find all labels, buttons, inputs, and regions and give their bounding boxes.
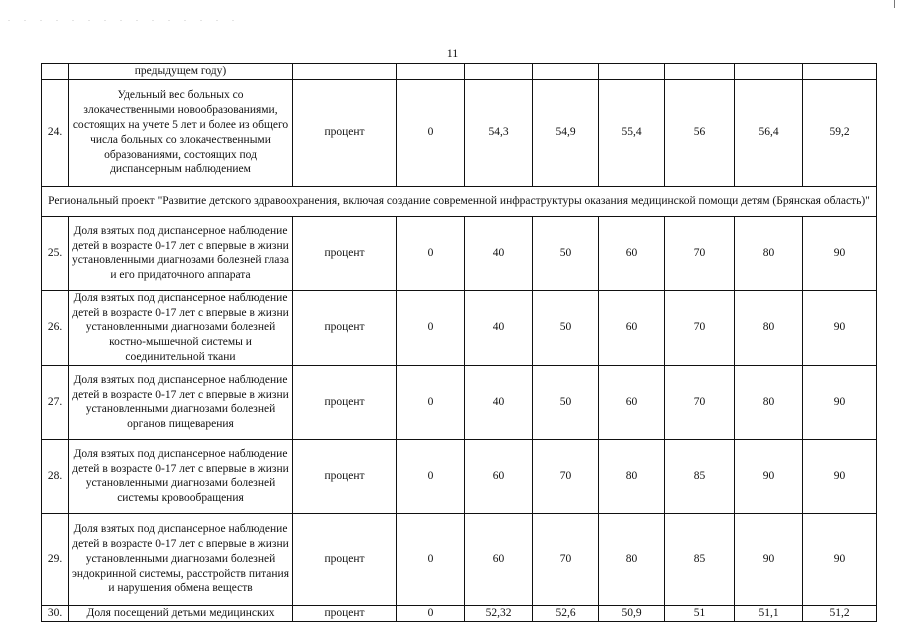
cell-num: 29.	[42, 513, 69, 605]
cell-value: 0	[397, 513, 465, 605]
cell-unit: процент	[293, 216, 397, 290]
cell-num: 25.	[42, 216, 69, 290]
cell-indicator-name: предыдущем году)	[69, 64, 293, 80]
cell-value: 90	[803, 439, 877, 513]
cell-value: 54,3	[465, 79, 533, 186]
cell-value: 51	[665, 605, 735, 621]
cell-value	[397, 64, 465, 80]
cell-value: 51,2	[803, 605, 877, 621]
cell-unit: процент	[293, 439, 397, 513]
scan-artifact: . . . . . . . . . . . . . . .	[8, 14, 240, 23]
cell-value	[735, 64, 803, 80]
cell-value: 52,32	[465, 605, 533, 621]
cell-value: 60	[465, 439, 533, 513]
table-row	[42, 79, 877, 186]
cell-value: 90	[803, 365, 877, 439]
cell-value	[665, 64, 735, 80]
cell-unit	[293, 64, 397, 80]
cell-value: 50,9	[599, 605, 665, 621]
cell-value: 52,6	[533, 605, 599, 621]
cell-value: 90	[803, 216, 877, 290]
cell-value: 51,1	[735, 605, 803, 621]
section-header-row	[42, 186, 877, 216]
table-row	[42, 439, 877, 513]
cell-value: 85	[665, 513, 735, 605]
cell-value: 59,2	[803, 79, 877, 186]
cell-indicator-name: Доля взятых под диспансерное наблюдение детей в возрасте 0-17 лет с впервые в жизни установленными диагнозами болезней эндокринной системы, расстройств питания и нарушения обмена веществ	[69, 513, 293, 605]
cell-value: 70	[665, 365, 735, 439]
cell-unit: процент	[293, 513, 397, 605]
cell-value: 56	[665, 79, 735, 186]
table-row	[42, 605, 877, 621]
cell-value: 50	[533, 290, 599, 365]
table-row	[42, 216, 877, 290]
cell-value: 40	[465, 365, 533, 439]
cell-num: 24.	[42, 79, 69, 186]
table-row	[42, 513, 877, 605]
cell-value: 80	[599, 439, 665, 513]
cell-value	[803, 64, 877, 80]
cell-value: 50	[533, 216, 599, 290]
cell-indicator-name: Доля посещений детьми медицинских	[69, 605, 293, 621]
cell-value	[599, 64, 665, 80]
cell-value: 55,4	[599, 79, 665, 186]
table-row	[42, 290, 877, 365]
cell-value: 40	[465, 290, 533, 365]
cell-value	[465, 64, 533, 80]
cell-unit: процент	[293, 79, 397, 186]
cell-unit: процент	[293, 365, 397, 439]
cell-value: 54,9	[533, 79, 599, 186]
cell-value: 56,4	[735, 79, 803, 186]
cell-indicator-name: Доля взятых под диспансерное наблюдение детей в возрасте 0-17 лет с впервые в жизни установленными диагнозами болезней органов пищеварения	[69, 365, 293, 439]
cell-value: 80	[735, 365, 803, 439]
cell-unit: процент	[293, 605, 397, 621]
cell-value: 80	[735, 290, 803, 365]
cell-value: 70	[533, 439, 599, 513]
cell-value: 0	[397, 290, 465, 365]
cell-num	[42, 64, 69, 80]
table-row	[42, 365, 877, 439]
page-number: 11	[446, 46, 459, 60]
cell-value: 60	[599, 365, 665, 439]
cell-num: 26.	[42, 290, 69, 365]
cell-value: 60	[599, 290, 665, 365]
table-row-continuation	[42, 64, 877, 80]
cell-indicator-name: Доля взятых под диспансерное наблюдение детей в возрасте 0-17 лет с впервые в жизни установленными диагнозами болезней глаза и его придаточного аппарата	[69, 216, 293, 290]
cell-indicator-name: Удельный вес больных со злокачественными новообразованиями, состоящих на учете 5 лет и более из общего числа больных со злокачественными образованиями, состоящих под диспансерным наблюдением	[69, 79, 293, 186]
cell-value: 90	[735, 439, 803, 513]
cell-value: 0	[397, 216, 465, 290]
cell-value: 0	[397, 605, 465, 621]
cell-value: 80	[599, 513, 665, 605]
cell-num: 27.	[42, 365, 69, 439]
indicators-table	[41, 63, 877, 622]
cell-value: 90	[735, 513, 803, 605]
cell-indicator-name: Доля взятых под диспансерное наблюдение детей в возрасте 0-17 лет с впервые в жизни установленными диагнозами болезней системы кровообращения	[69, 439, 293, 513]
cell-value: 60	[465, 513, 533, 605]
cell-indicator-name: Доля взятых под диспансерное наблюдение детей в возрасте 0-17 лет с впервые в жизни установленными диагнозами болезней костно-мышечной системы и соединительной ткани	[69, 290, 293, 365]
cell-value: 80	[735, 216, 803, 290]
cell-value: 90	[803, 290, 877, 365]
cell-unit: процент	[293, 290, 397, 365]
cell-value: 50	[533, 365, 599, 439]
cell-value: 70	[665, 216, 735, 290]
cell-value: 40	[465, 216, 533, 290]
cell-value	[533, 64, 599, 80]
cell-value: 0	[397, 365, 465, 439]
cell-value: 70	[665, 290, 735, 365]
cell-value: 0	[397, 439, 465, 513]
cell-value: 60	[599, 216, 665, 290]
cell-value: 85	[665, 439, 735, 513]
cell-value: 0	[397, 79, 465, 186]
table-body	[42, 64, 877, 622]
cell-value: 90	[803, 513, 877, 605]
cell-num: 28.	[42, 439, 69, 513]
cell-value: 70	[533, 513, 599, 605]
cell-num: 30.	[42, 605, 69, 621]
scan-edge-mark	[894, 0, 895, 8]
section-header-cell: Региональный проект "Развитие детского здравоохранения, включая создание современной инфраструктуры оказания медицинской помощи детям (Брянская область)"	[42, 186, 877, 216]
